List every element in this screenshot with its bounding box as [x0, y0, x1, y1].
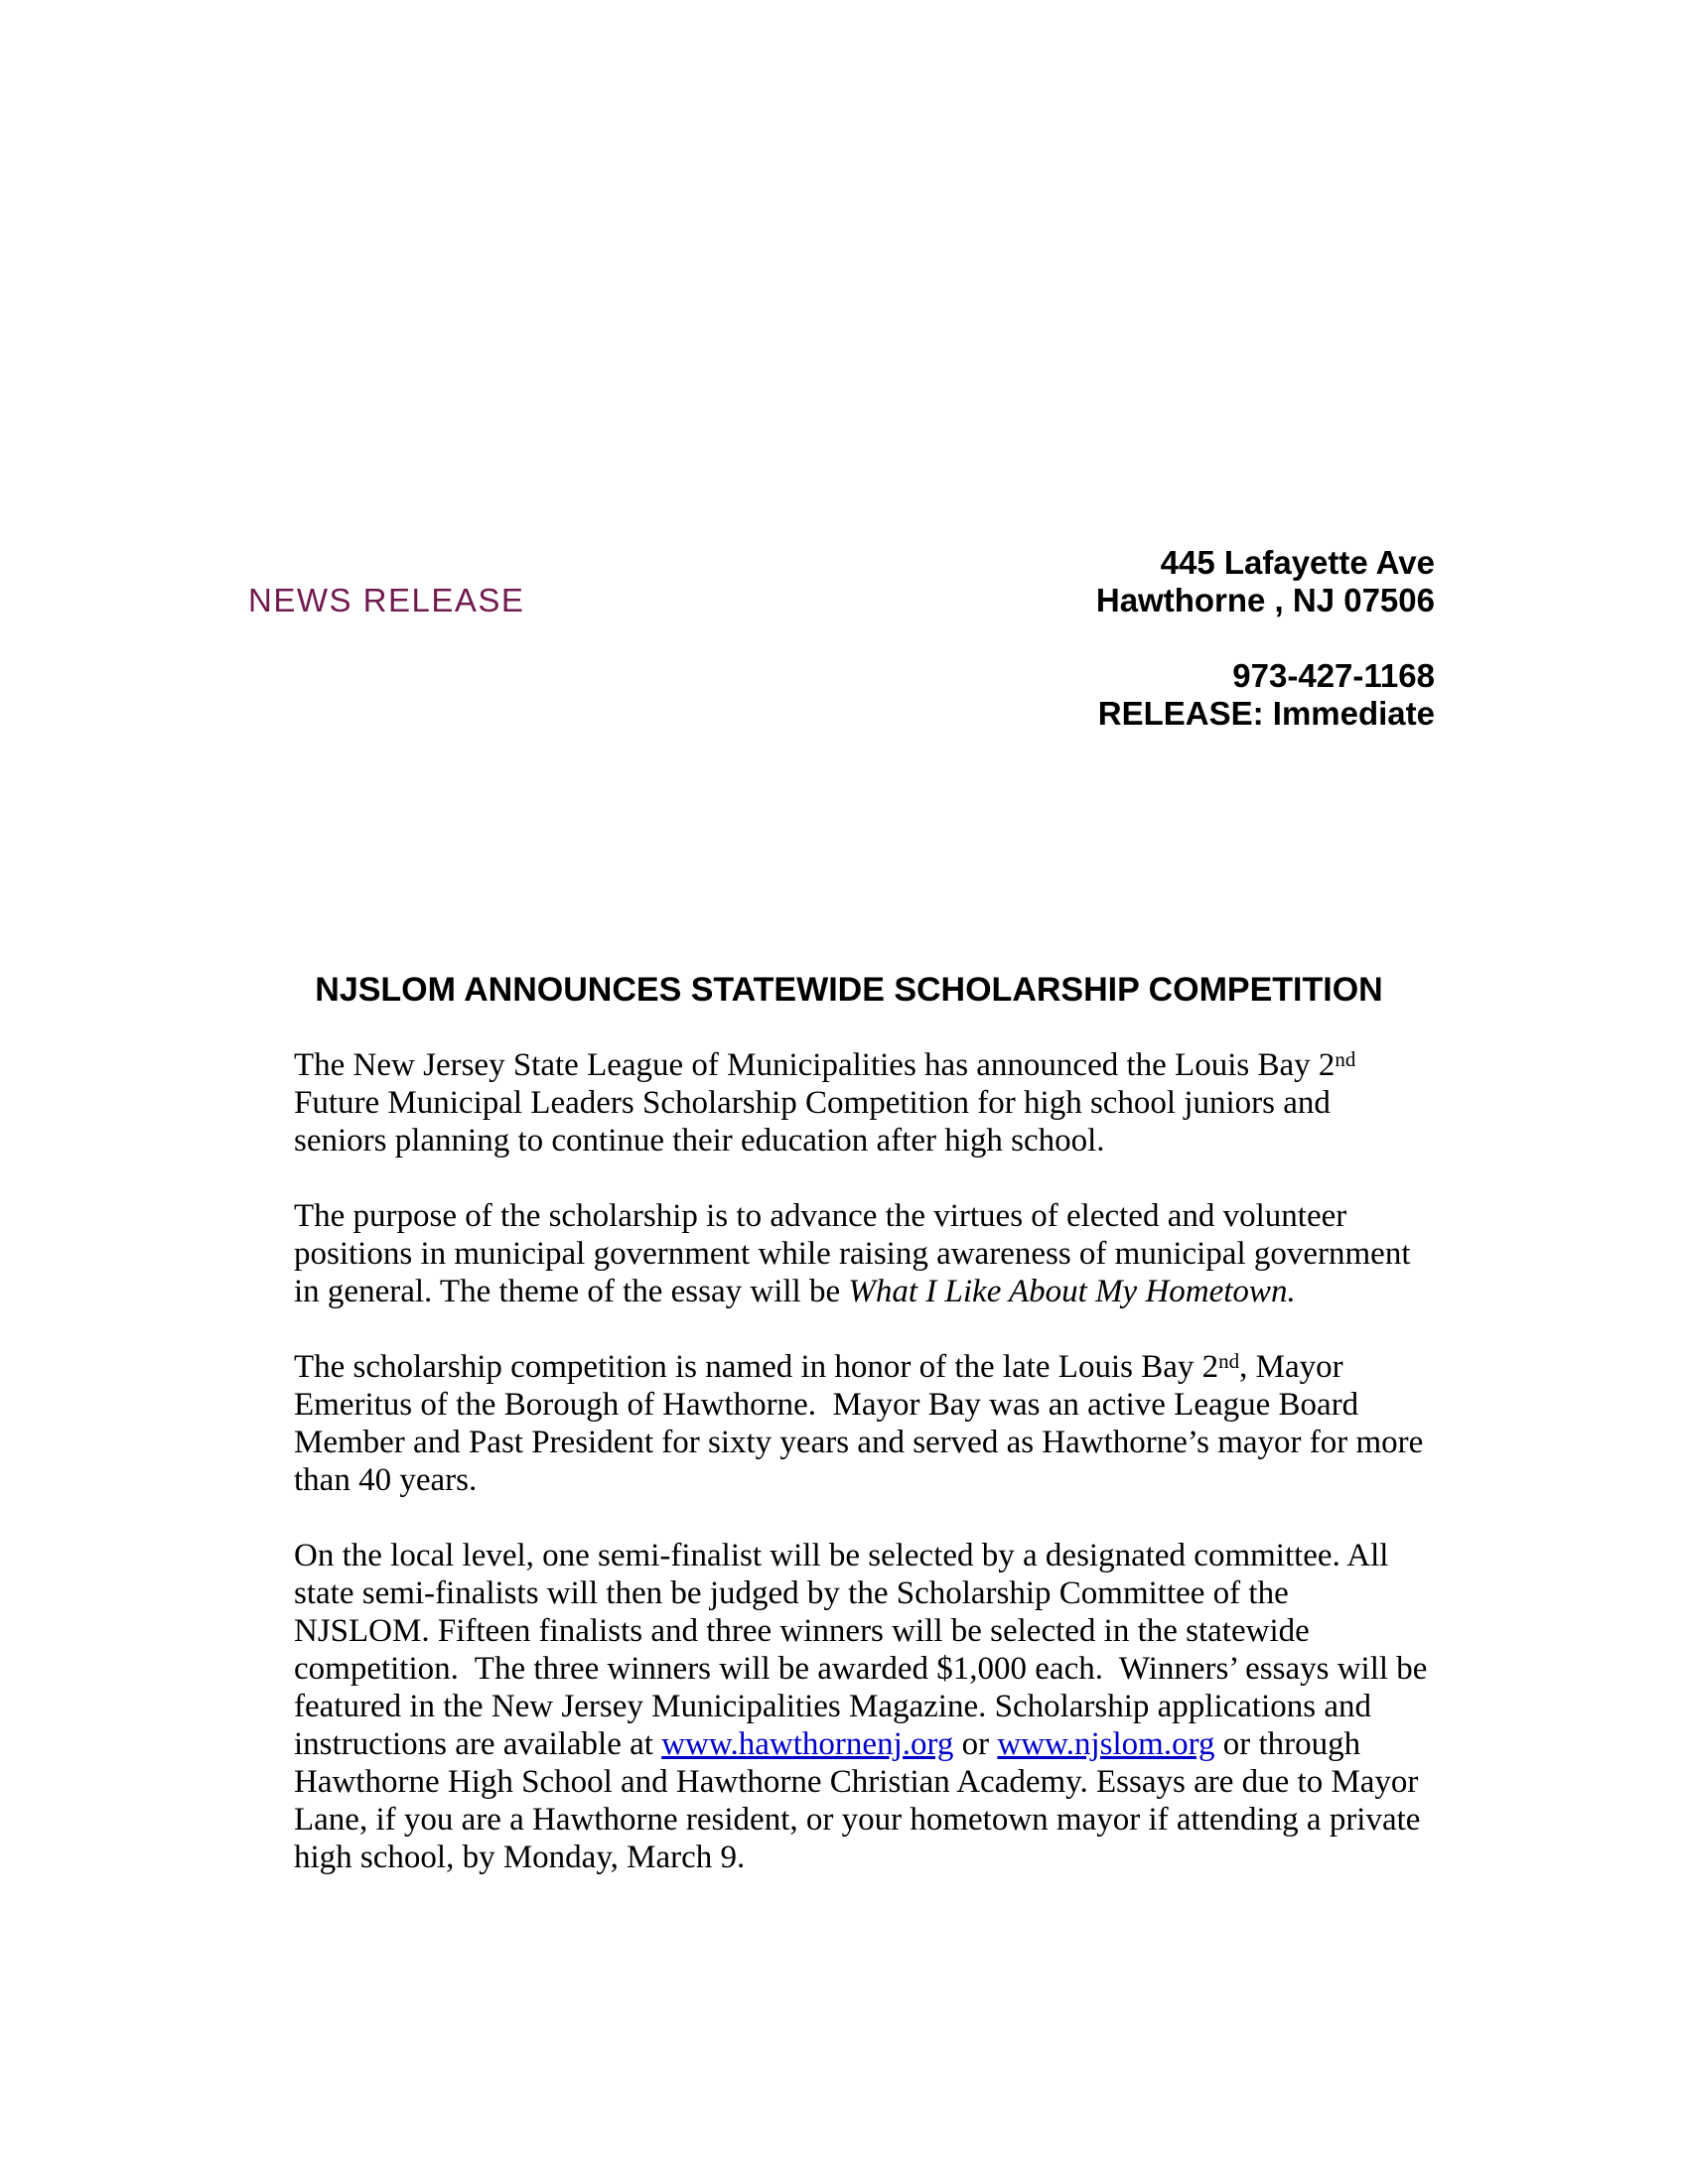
ordinal-superscript: nd — [1218, 1348, 1240, 1373]
paragraph-2-text: The purpose of the scholarship is to advance the virtues of elected and volunteer positions in municipal government while raising awareness of municipal government in general. The theme of the essay will be — [294, 1198, 1419, 1309]
ordinal-superscript: nd — [1335, 1046, 1356, 1071]
paragraph-4-text-c: or through Hawthorne High School and Hawthorne Christian Academy. Essays are due to Mayor Lane, if you are a Hawthorne resident, or your hometown mayor if attending a private high school, by Monday, March 9. — [294, 1726, 1429, 1875]
paragraph-3-text-b: , Mayor Emeritus of the Borough of Hawthorne. Mayor Bay was an active League Board Member and Past President for sixty years and served as Hawthorne’s mayor for more than 40 years. — [294, 1349, 1432, 1498]
paragraph-4-text-b: or — [953, 1726, 998, 1762]
paragraph-1 — [294, 1046, 1431, 1160]
essay-theme-title: What I Like About My Hometown. — [848, 1274, 1296, 1309]
paragraph-4 — [294, 1537, 1436, 1876]
paragraph-1-text-a: The New Jersey State League of Municipalities has announced the Louis Bay 2 — [294, 1047, 1336, 1083]
paragraph-1-text-b: Future Municipal Leaders Scholarship Competition for high school juniors and seniors planning to continue their education after high school. — [294, 1047, 1364, 1159]
paragraph-3-text-a: The scholarship competition is named in honor of the late Louis Bay 2 — [294, 1349, 1219, 1385]
paragraph-4-text-a: On the local level, one semi-finalist will be selected by a designated committee. All state semi-finalists will then be judged by the Scholarship Committee of the NJSLOM. Fifteen finalists and three winners will be selected in the statewide competition. The three winners will be awarded $1,000 each. Winners’ essays will be featured in the New Jersey Municipalities Magazine. Scholarship applications and instructions are available at — [294, 1538, 1436, 1762]
article-body — [294, 1046, 1436, 1914]
njslom-link[interactable]: www.njslom.org — [997, 1726, 1215, 1762]
address-line-1: 445 Lafayette Ave — [1160, 544, 1435, 581]
header-spacer — [1096, 619, 1435, 657]
paragraph-2 — [294, 1197, 1431, 1310]
article-title: NJSLOM ANNOUNCES STATEWIDE SCHOLARSHIP COMPETITION — [315, 971, 1383, 1009]
paragraph-3 — [294, 1348, 1431, 1499]
phone-number: 973-427-1168 — [1232, 657, 1435, 694]
hawthornenj-link[interactable]: www.hawthornenj.org — [661, 1726, 954, 1762]
news-release-label: NEWS RELEASE — [248, 582, 525, 618]
letterhead-contact-block — [1096, 544, 1435, 733]
release-status: RELEASE: Immediate — [1097, 695, 1435, 732]
address-line-2: Hawthorne , NJ 07506 — [1095, 582, 1435, 618]
